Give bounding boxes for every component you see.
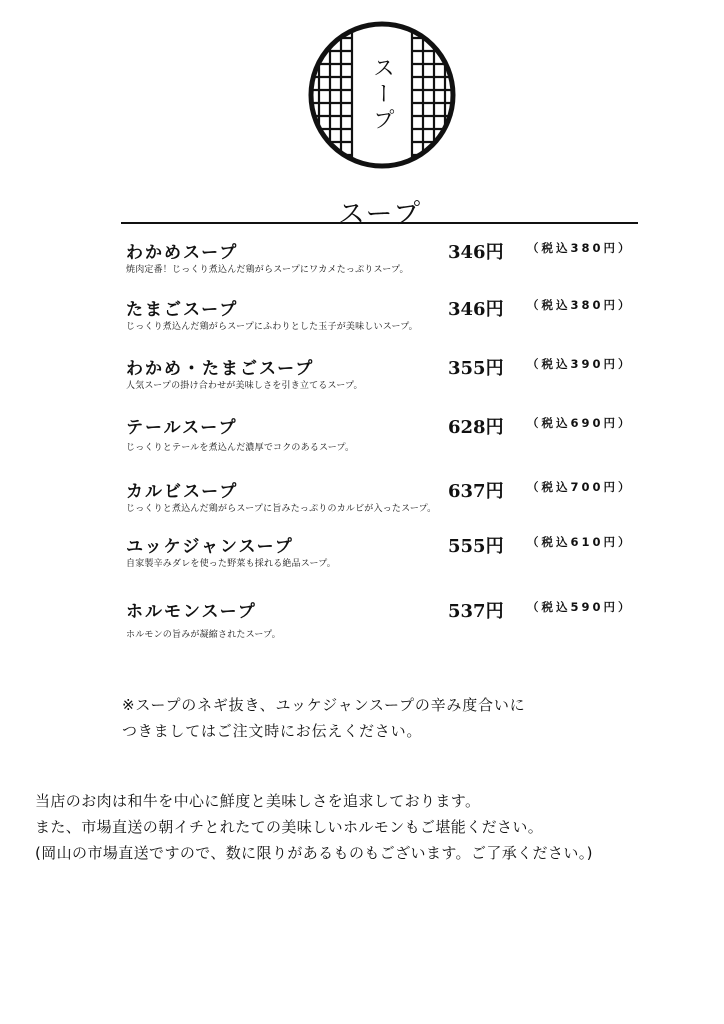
menu-item-yukgaejang (126, 532, 646, 582)
note-line: つきましてはご注文時にお伝えください。 (122, 722, 423, 740)
emblem-label: スープ (369, 56, 395, 134)
item-description: 焼肉定番！じっくり煮込んだ鶏がらスープにワカメたっぷりスープ。 (126, 265, 409, 275)
menu-item-tail (126, 413, 646, 463)
store-info (35, 788, 715, 866)
page-title: スープ (337, 199, 423, 230)
item-name: カルビスープ (126, 482, 239, 502)
item-tax-price: （税込380円） (527, 298, 633, 312)
item-description: じっくり煮込んだ鶏がらスープにふわりとした玉子が美味しいスープ。 (126, 322, 418, 332)
item-description: じっくりとテールを煮込んだ濃厚でコクのあるスープ。 (126, 443, 355, 453)
menu-item-horumon (126, 597, 646, 647)
item-price: 355円 (448, 358, 504, 379)
item-description: 自家製辛みダレを使った野菜も採れる絶品スープ。 (126, 559, 336, 569)
menu-item-wakame (126, 238, 646, 288)
item-price: 555円 (448, 536, 504, 557)
note-line: ※スープのネギ抜き、ユッケジャンスープの辛み度合いに (122, 696, 526, 714)
store-info-line: (岡山の市場直送ですので、数に限りがあるものもございます。ご了承ください。) (35, 844, 593, 862)
item-price: 637円 (448, 481, 504, 502)
item-name: ユッケジャンスープ (126, 537, 294, 557)
item-price: 537円 (448, 601, 504, 622)
menu-item-tamago (126, 295, 646, 345)
item-tax-price: （税込390円） (527, 357, 633, 371)
item-tax-price: （税込690円） (527, 416, 633, 430)
menu-item-wakame-tamago (126, 354, 646, 404)
item-price: 346円 (448, 242, 504, 263)
item-description: 人気スープの掛け合わせが美味しさを引き立てるスープ。 (126, 381, 363, 391)
item-description: じっくりと煮込んだ鶏がらスープに旨みたっぷりのカルビが入ったスープ。 (126, 504, 437, 514)
order-note (122, 692, 642, 744)
item-name: たまごスープ (126, 300, 239, 320)
item-tax-price: （税込700円） (527, 480, 633, 494)
store-info-line: また、市場直送の朝イチとれたての美味しいホルモンもご堪能ください。 (35, 818, 544, 836)
item-name: テールスープ (126, 418, 238, 438)
item-tax-price: （税込590円） (527, 600, 633, 614)
item-price: 346円 (448, 299, 504, 320)
item-name: ホルモンスープ (126, 602, 257, 622)
item-price: 628円 (448, 417, 504, 438)
item-tax-price: （税込610円） (527, 535, 633, 549)
soup-emblem (305, 18, 459, 172)
item-description: ホルモンの旨みが凝縮されたスープ。 (126, 630, 281, 640)
item-tax-price: （税込380円） (527, 241, 633, 255)
item-name: わかめスープ (126, 243, 239, 263)
menu-item-kalbi (126, 477, 646, 527)
item-name: わかめ・たまごスープ (126, 359, 315, 379)
store-info-line: 当店のお肉は和牛を中心に鮮度と美味しさを追求しております。 (35, 792, 481, 810)
title-divider (121, 222, 638, 224)
